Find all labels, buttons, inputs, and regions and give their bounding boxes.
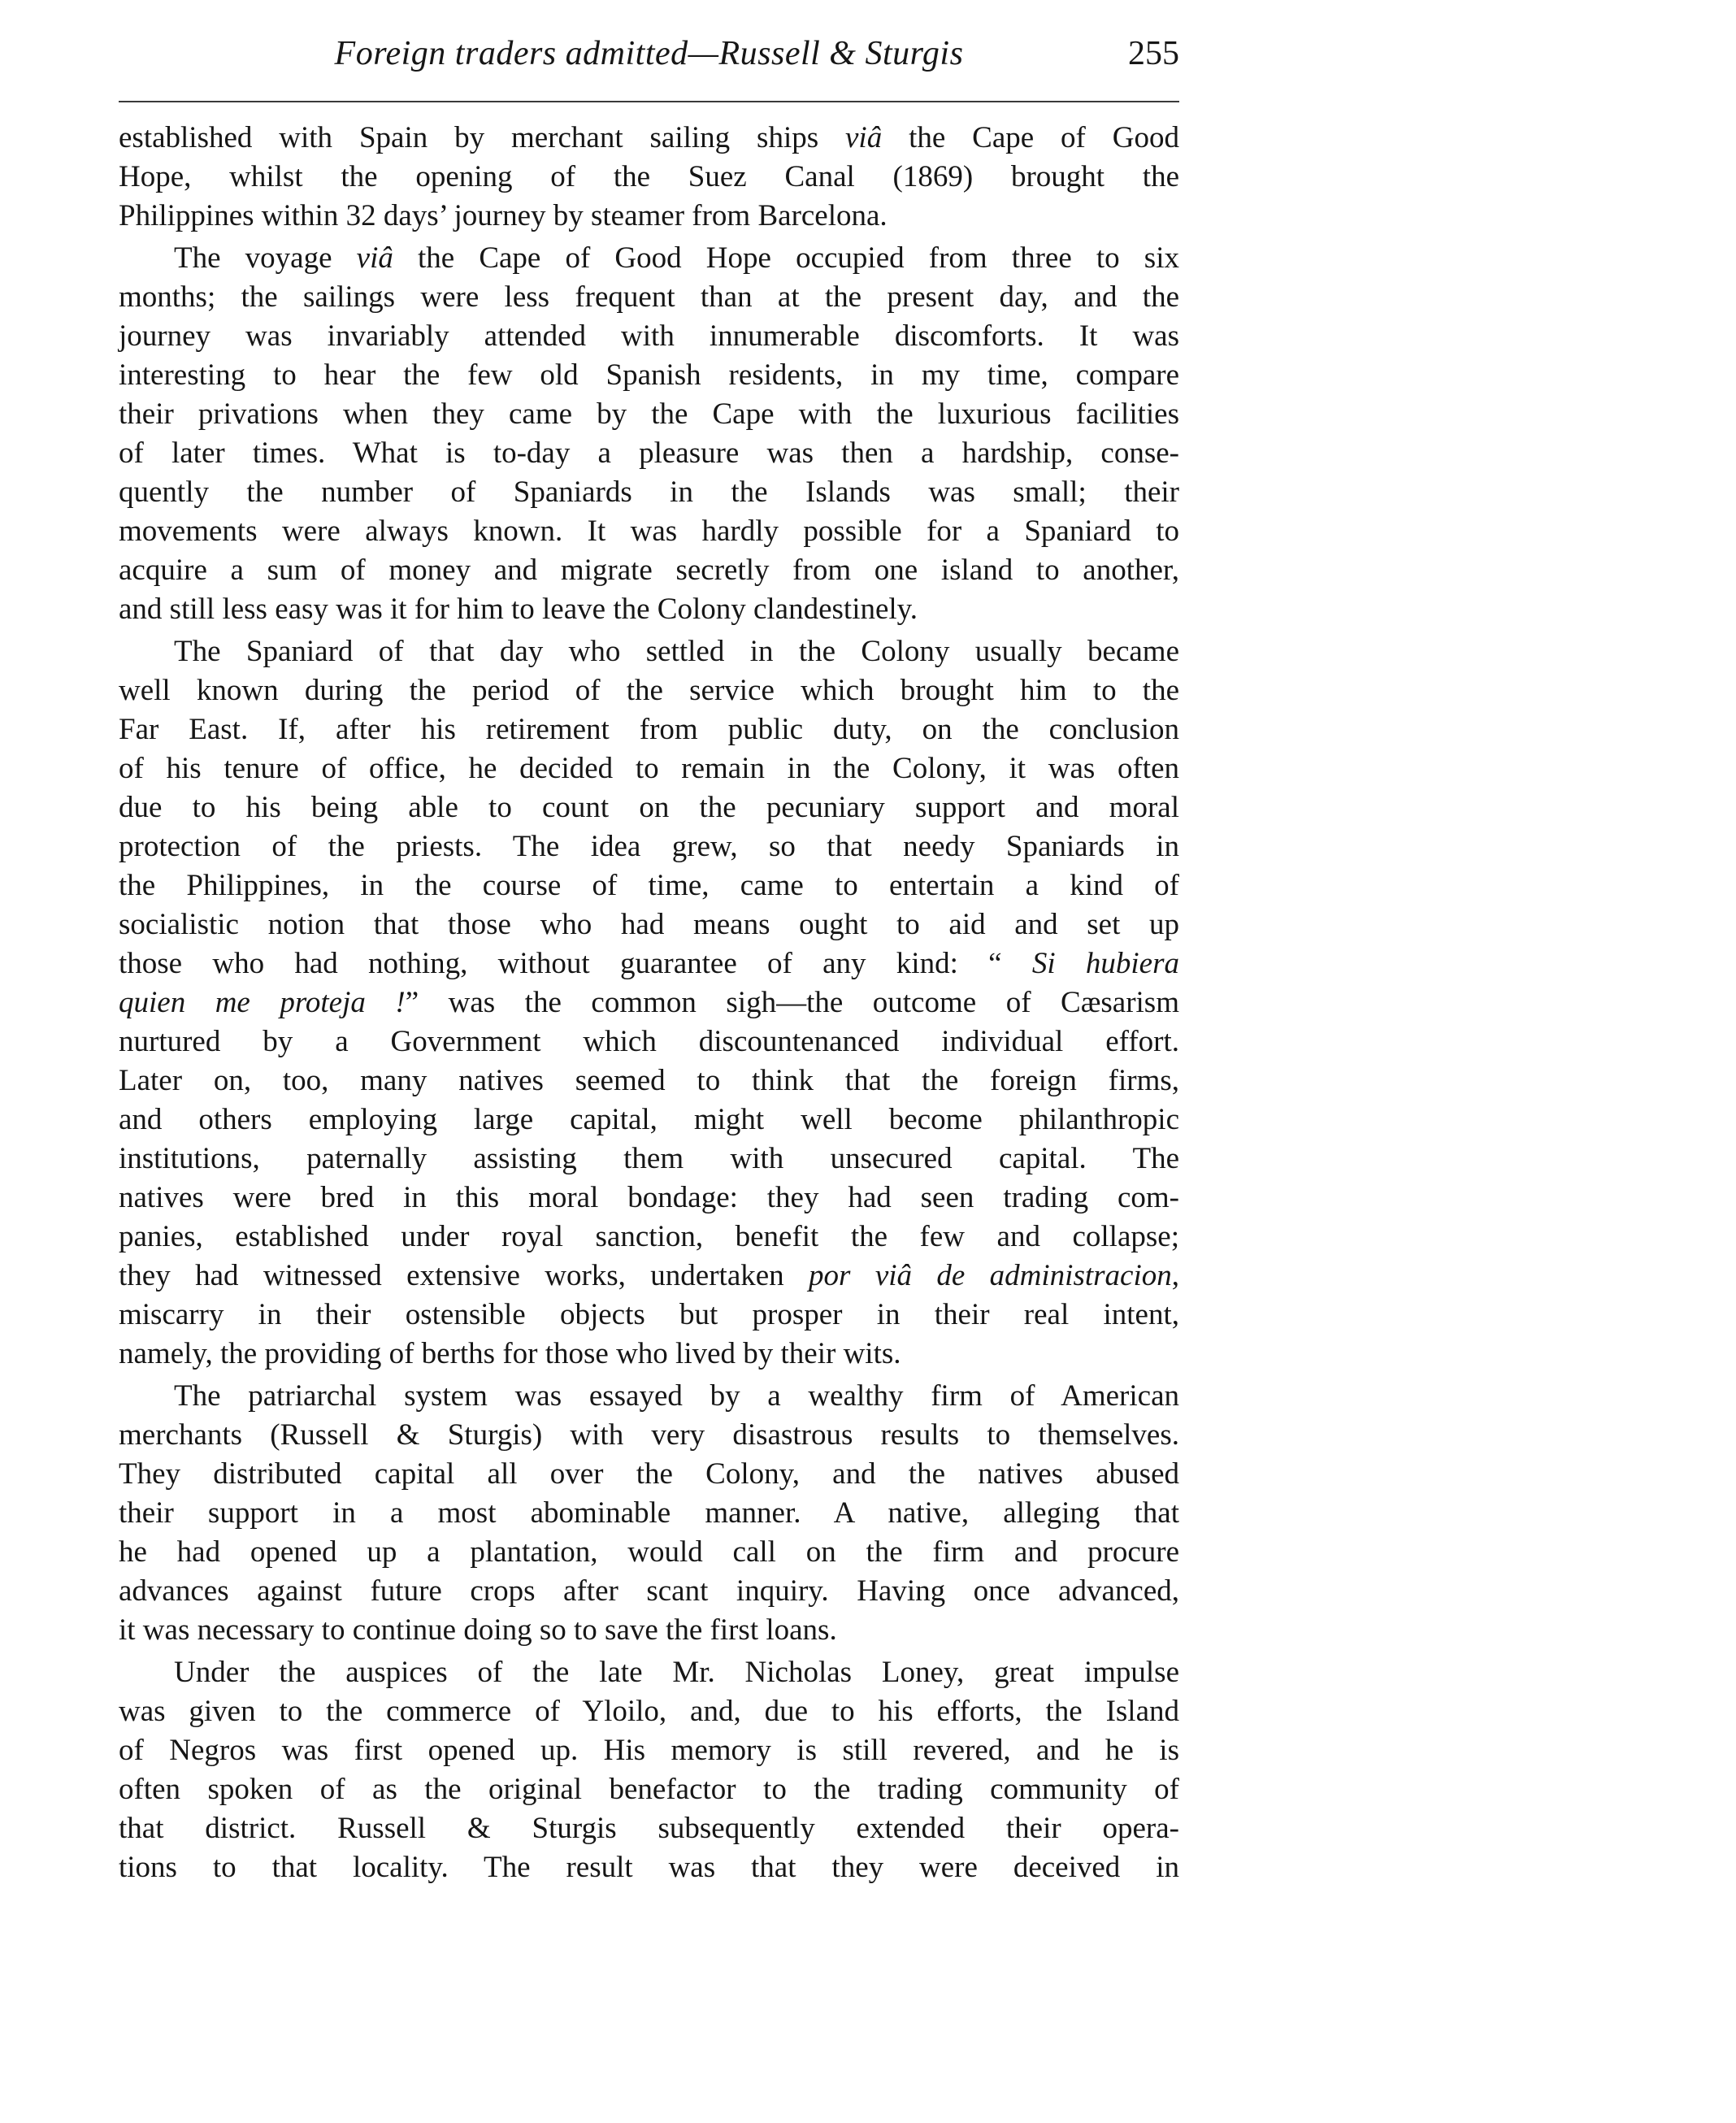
- text-run: socialistic notion that those who had means ought to aid and set up: [119, 908, 1179, 941]
- text-line: [119, 1257, 1179, 1296]
- text-line: [119, 1062, 1179, 1101]
- text-run: The Spaniard of that day who settled in the Colony usually became: [174, 635, 1179, 668]
- text-line: [119, 710, 1179, 749]
- text-line: [119, 1022, 1179, 1062]
- text-line: [119, 1416, 1179, 1455]
- text-run: viâ: [845, 121, 883, 154]
- text-line: [119, 1179, 1179, 1218]
- paragraph: [119, 1377, 1179, 1650]
- text-run: months; the sailings were less frequent than at the present day, and the: [119, 280, 1179, 314]
- text-line: [119, 1533, 1179, 1572]
- text-line: [119, 1731, 1179, 1770]
- text-run: Under the auspices of the late Mr. Nicholas Loney, great impulse: [174, 1656, 1179, 1689]
- text-line: [119, 395, 1179, 434]
- text-run: it was necessary to continue doing so to save the first loans.: [119, 1613, 837, 1647]
- paragraph: [119, 119, 1179, 236]
- text-line: [119, 551, 1179, 590]
- body-text: [119, 119, 1179, 1891]
- text-line: [119, 1101, 1179, 1140]
- text-run: They distributed capital all over the Colony, and the natives abused: [119, 1457, 1179, 1491]
- paragraph: [119, 632, 1179, 1374]
- text-line: [119, 1809, 1179, 1848]
- text-line: [119, 473, 1179, 512]
- text-run: often spoken of as the original benefactor to the trading community of: [119, 1773, 1179, 1806]
- text-line: [119, 239, 1179, 278]
- header-rule: [119, 101, 1179, 102]
- running-head: [119, 34, 1179, 91]
- text-line: [119, 119, 1179, 158]
- text-line: [119, 1377, 1179, 1416]
- text-run: those who had nothing, without guarantee of any kind: “: [119, 947, 1032, 980]
- paragraph: [119, 239, 1179, 629]
- text-run: interesting to hear the few old Spanish residents, in my time, compare: [119, 358, 1179, 392]
- text-run: ” was the common sigh—the outcome of Cæsarism: [405, 986, 1179, 1019]
- text-line: [119, 827, 1179, 866]
- text-run: the Philippines, in the course of time, came to entertain a kind of: [119, 869, 1179, 902]
- text-run: quien me proteja !: [119, 986, 406, 1019]
- text-line: [119, 278, 1179, 317]
- text-line: [119, 1572, 1179, 1611]
- text-run: panies, established under royal sanction, benefit the few and collapse;: [119, 1220, 1179, 1253]
- text-run: protection of the priests. The idea grew, so that needy Spaniards in: [119, 830, 1179, 863]
- text-run: Philippines within 32 days’ journey by steamer from Barcelona.: [119, 199, 888, 232]
- text-run: miscarry in their ostensible objects but prosper in their real intent,: [119, 1298, 1179, 1331]
- text-line: [119, 1692, 1179, 1731]
- text-run: Si hubiera: [1031, 947, 1179, 980]
- text-run: advances against future crops after scant inquiry. Having once advanced,: [119, 1574, 1179, 1608]
- text-line: [119, 1218, 1179, 1257]
- text-line: [119, 158, 1179, 197]
- text-line: [119, 866, 1179, 905]
- text-line: [119, 671, 1179, 710]
- text-run: the Cape of Good Hope occupied from three to six: [393, 241, 1179, 275]
- text-line: [119, 1770, 1179, 1809]
- text-line: [119, 788, 1179, 827]
- text-run: of Negros was first opened up. His memory is still revered, and he is: [119, 1734, 1179, 1767]
- text-line: [119, 944, 1179, 983]
- text-line: [119, 317, 1179, 356]
- text-line: [119, 1848, 1179, 1887]
- text-run: merchants (Russell & Sturgis) with very disastrous results to themselves.: [119, 1418, 1179, 1452]
- text-run: ,: [1171, 1259, 1179, 1292]
- text-run: namely, the providing of berths for those who lived by their wits.: [119, 1337, 901, 1370]
- text-line: [119, 1611, 1179, 1650]
- running-title: Foreign traders admitted—Russell & Sturgis: [334, 35, 964, 72]
- text-run: established with Spain by merchant sailing ships: [119, 121, 845, 154]
- text-run: and still less easy was it for him to leave the Colony clandestinely.: [119, 593, 918, 626]
- text-run: and others employing large capital, might well become philanthropic: [119, 1103, 1179, 1136]
- text-line: [119, 749, 1179, 788]
- text-run: Later on, too, many natives seemed to think that the foreign firms,: [119, 1064, 1179, 1097]
- text-run: journey was invariably attended with innumerable discomforts. It was: [119, 319, 1179, 353]
- text-line: [119, 1494, 1179, 1533]
- text-run: nurtured by a Government which discountenanced individual effort.: [119, 1025, 1179, 1058]
- text-line: [119, 1296, 1179, 1335]
- text-run: por viâ de administracion: [809, 1259, 1172, 1292]
- text-run: tions to that locality. The result was that they were deceived in: [119, 1851, 1179, 1884]
- text-run: of his tenure of office, he decided to remain in the Colony, it was often: [119, 752, 1179, 785]
- text-run: quently the number of Spaniards in the Islands was small; their: [119, 475, 1179, 509]
- text-run: of later times. What is to-day a pleasure was then a hardship, conse-: [119, 436, 1179, 470]
- text-run: Far East. If, after his retirement from public duty, on the conclusion: [119, 713, 1179, 746]
- text-line: [119, 590, 1179, 629]
- text-run: The voyage: [174, 241, 357, 275]
- text-line: [119, 1335, 1179, 1374]
- text-run: they had witnessed extensive works, undertaken: [119, 1259, 809, 1292]
- text-run: the Cape of Good: [882, 121, 1179, 154]
- text-run: due to his being able to count on the pecuniary support and moral: [119, 791, 1179, 824]
- page-number: 255: [1128, 35, 1179, 72]
- text-run: viâ: [356, 241, 393, 275]
- text-line: [119, 983, 1179, 1022]
- text-run: Hope, whilst the opening of the Suez Canal (1869) brought the: [119, 160, 1179, 193]
- text-run: he had opened up a plantation, would call on the firm and procure: [119, 1535, 1179, 1569]
- text-run: acquire a sum of money and migrate secretly from one island to another,: [119, 554, 1179, 587]
- text-run: natives were bred in this moral bondage: they had seen trading com-: [119, 1181, 1179, 1214]
- text-line: [119, 905, 1179, 944]
- text-run: that district. Russell & Sturgis subsequently extended their opera-: [119, 1812, 1179, 1845]
- text-line: [119, 434, 1179, 473]
- text-run: their support in a most abominable manner. A native, alleging that: [119, 1496, 1179, 1530]
- text-run: their privations when they came by the Cape with the luxurious facilities: [119, 397, 1179, 431]
- text-line: [119, 512, 1179, 551]
- text-line: [119, 197, 1179, 236]
- text-run: institutions, paternally assisting them with unsecured capital. The: [119, 1142, 1179, 1175]
- text-run: well known during the period of the service which brought him to the: [119, 674, 1179, 707]
- text-run: was given to the commerce of Yloilo, and, due to his efforts, the Island: [119, 1695, 1179, 1728]
- text-run: The patriarchal system was essayed by a wealthy firm of American: [174, 1379, 1179, 1413]
- text-line: [119, 632, 1179, 671]
- text-line: [119, 1140, 1179, 1179]
- paragraph: [119, 1653, 1179, 1887]
- text-line: [119, 1653, 1179, 1692]
- text-line: [119, 356, 1179, 395]
- text-line: [119, 1455, 1179, 1494]
- text-run: movements were always known. It was hardly possible for a Spaniard to: [119, 514, 1179, 548]
